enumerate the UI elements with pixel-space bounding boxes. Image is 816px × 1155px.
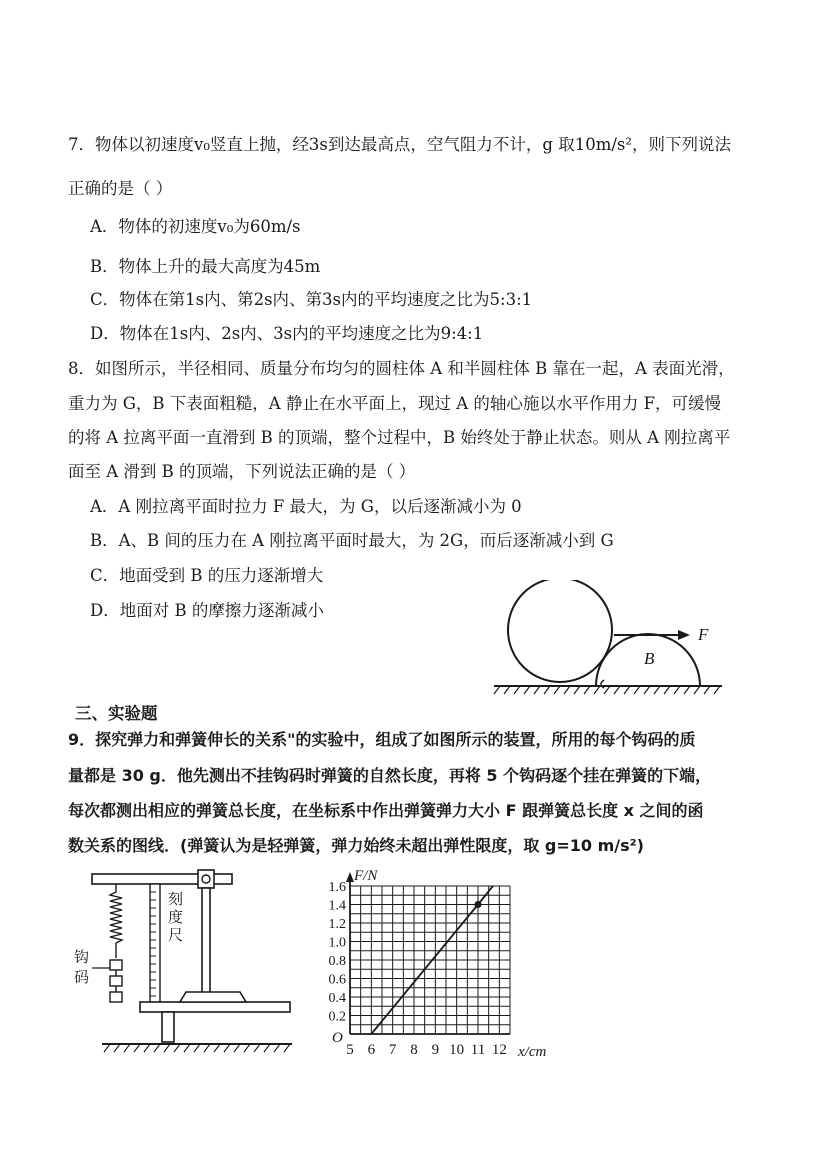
x-tick-label: 7	[388, 1042, 397, 1058]
vertical-rod	[202, 888, 210, 1004]
y-tick-label: 0.2	[328, 1009, 346, 1025]
weight-2	[110, 976, 122, 986]
q7-option-d: D．物体在1s内、2s内、3s内的平均速度之比为9:4:1	[90, 324, 484, 343]
weights-label-1: 钩	[74, 950, 90, 966]
y-tick-label: 1.4	[328, 898, 346, 914]
q8-stem-line4: 面至 A 滑到 B 的顶端，下列说法正确的是（ ）	[68, 462, 416, 481]
y-tick-label: 1.2	[328, 917, 346, 932]
force-arrow-head	[678, 630, 690, 640]
cylinders-figure	[490, 580, 730, 700]
q7-option-b: B．物体上升的最大高度为45m	[90, 257, 321, 276]
origin-label: O	[332, 1030, 343, 1046]
q9-stem-line3: 每次都测出相应的弹簧总长度，在坐标系中作出弹簧弹力大小 F 跟弹簧总长度 x 之间的函	[68, 801, 704, 820]
body-b-label: B	[644, 649, 655, 668]
weight-3	[110, 992, 122, 1002]
y-tick-label: 1.6	[328, 880, 346, 895]
x-tick-label: 9	[431, 1042, 440, 1058]
base-platform	[140, 1002, 290, 1012]
x-axis-label: x/cm	[518, 1044, 547, 1060]
force-label: F	[698, 625, 709, 644]
q8-option-c: C．地面受到 B 的压力逐渐增大	[90, 566, 324, 585]
q9-stem-line2: 量都是 30 g．他先测出不挂钩码时弹簧的自然长度，再将 5 个钩码逐个挂在弹簧的下端，	[68, 766, 712, 785]
spring-apparatus	[70, 862, 300, 1062]
y-tick-label: 0.6	[328, 972, 346, 988]
q9-stem-line1: 9．探究弹力和弹簧伸长的关系"的实验中，组成了如图所示的装置，所用的每个钩码的质	[68, 730, 696, 749]
q8-stem-line1: 8．如图所示，半径相同、质量分布均匀的圆柱体 A 和半圆柱体 B 靠在一起，A 表面光滑，	[68, 359, 735, 378]
q8-stem-line3: 的将 A 拉离平面一直滑到 B 的顶端，整个过程中，B 始终处于静止状态。则从 A 刚拉离平	[68, 428, 731, 447]
section-title: 三、实验题	[75, 704, 158, 723]
x-tick-label: 10	[449, 1042, 465, 1058]
q8-option-b: B．A、B 间的压力在 A 刚拉离平面时最大，为 2G，而后逐渐减小到 G	[90, 531, 614, 550]
ground-hatch	[494, 686, 720, 694]
ruler	[150, 884, 160, 1004]
q9-stem-line4: 数关系的图线．(弹簧认为是轻弹簧，弹力始终未超出弹性限度，取 g=10 m/s²)	[68, 836, 644, 855]
y-tick-label: 0.4	[328, 991, 346, 1006]
weight-1	[110, 960, 122, 970]
ruler-label-1: 刻	[168, 892, 184, 908]
q8-option-d: D．地面对 B 的摩擦力逐渐减小	[90, 601, 324, 620]
cylinder-a	[508, 580, 612, 682]
q8-stem-line2: 重力为 G，B 下表面粗糙，A 静止在水平面上，现过 A 的轴心施以水平作用力 F，可缓慢	[68, 394, 722, 413]
table-leg	[162, 1012, 174, 1042]
x-tick-label: 8	[410, 1042, 418, 1058]
chart-grid	[350, 886, 510, 1034]
floor-hatch	[104, 1044, 290, 1052]
weights-label-2: 码	[74, 970, 90, 986]
y-tick-label: 0.8	[328, 954, 346, 969]
y-axis-label: F/N	[354, 868, 378, 884]
contact-mark	[601, 680, 604, 688]
force-length-chart	[320, 866, 570, 1066]
y-axis-arrow	[346, 872, 354, 882]
ruler-label-3: 尺	[168, 928, 184, 944]
x-tick-label: 5	[346, 1042, 354, 1058]
q7-stem-line2: 正确的是（ ）	[68, 179, 173, 198]
q7-option-a: A．物体的初速度v₀为60m/s	[90, 217, 301, 236]
data-point	[475, 901, 482, 908]
q7-stem-line1: 7．物体以初速度v₀竖直上抛，经3s到达最高点，空气阻力不计，g 取10m/s²，则下列说法	[68, 135, 731, 154]
x-tick-label: 12	[491, 1042, 507, 1058]
x-tick-label: 6	[367, 1042, 376, 1058]
y-tick-label: 1.0	[328, 935, 346, 951]
q7-option-c: C．物体在第1s内、第2s内、第3s内的平均速度之比为5:3:1	[90, 290, 533, 309]
spring	[110, 884, 122, 958]
q8-option-a: A．A 刚拉离平面时拉力 F 最大，为 G，以后逐渐减小为 0	[90, 497, 522, 516]
clamp	[198, 870, 214, 888]
ruler-label-2: 度	[168, 910, 184, 926]
base-block	[180, 992, 246, 1002]
x-tick-label: 11	[470, 1042, 486, 1058]
